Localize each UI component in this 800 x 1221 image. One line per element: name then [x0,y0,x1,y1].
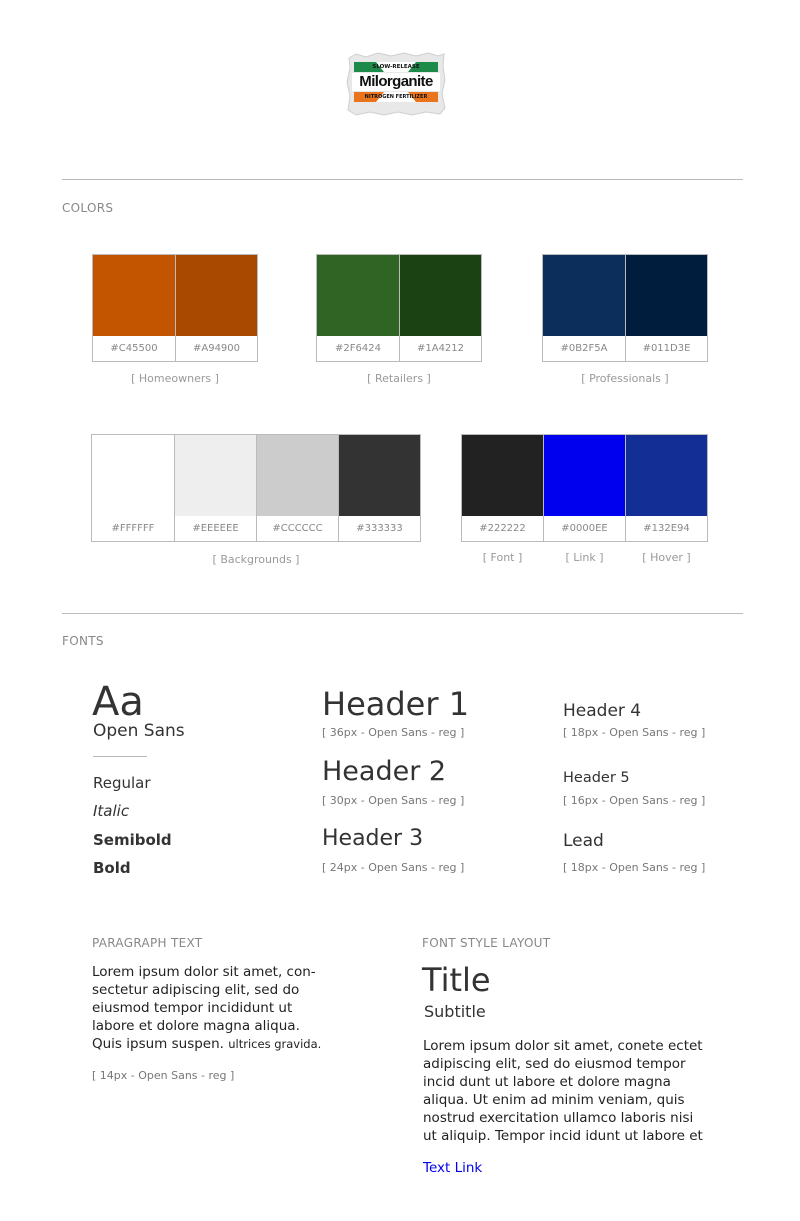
swatch-code: #132E94 [643,523,690,534]
swatch-code: #1A4212 [416,343,465,354]
swatch-homeowners-1 [92,254,176,362]
logo-bottom-text: NITROGEN FERTILIZER [364,94,428,100]
swatch-code: #C45500 [110,343,158,354]
divider [62,179,743,180]
swatch-fill [257,435,338,516]
header-4-sample: Header 4 [563,701,642,721]
swatch-fill [544,435,625,516]
swatch-professionals-1 [542,254,626,362]
weight-semibold: Semibold [93,831,172,849]
header-3-sample: Header 3 [322,826,424,851]
swatch-code: #FFFFFF [111,523,155,534]
swatch-fill [317,255,399,336]
colors-section-label: COLORS [62,201,114,215]
swatch-code: #A94900 [192,343,241,354]
swatch-fill [176,255,257,336]
swatch-hover-color [625,434,708,542]
swatch-link-color [543,434,626,542]
swatch-fill [462,435,543,516]
swatch-professionals-2 [625,254,708,362]
swatch-code: #333333 [356,523,403,534]
header-1-sample: Header 1 [322,685,470,723]
swatch-fill [400,255,481,336]
divider [62,613,743,614]
paragraph-body: Lorem ipsum dolor sit amet, con-sectetur adipiscing elit, sed do eiusmod tempor incididunt ut labore et dolore magna aliqua. Quis ipsum suspen. [92,964,316,1052]
header-2-sample: Header 2 [322,756,447,787]
retailers-caption: [ Retailers ] [367,372,431,385]
layout-subtitle: Subtitle [424,1002,486,1021]
swatch-fill [626,255,707,336]
swatch-background-1 [91,434,175,542]
swatch-background-2 [174,434,257,542]
weight-italic: Italic [93,802,130,820]
backgrounds-caption: [ Backgrounds ] [212,553,300,566]
font-caption: [ Font ] [482,551,523,564]
swatch-background-4 [338,434,421,542]
font-style-layout-heading: FONT STYLE LAYOUT [422,936,551,950]
swatch-fill [339,435,420,516]
lead-spec: [ 18px - Open Sans - reg ] [563,861,706,874]
logo-top-text: SLOW-RELEASE [372,64,420,70]
paragraph-sample [92,963,332,1053]
milorganite-logo [346,52,446,116]
header-5-sample: Header 5 [563,770,630,786]
header-4-spec: [ 18px - Open Sans - reg ] [563,726,706,739]
swatch-fill [93,255,175,336]
typeface-divider [93,756,147,757]
paragraph-small-text: ultrices gravida. [228,1037,322,1051]
swatch-code: #0B2F5A [560,343,608,354]
layout-title: Title [422,961,491,999]
header-1-spec: [ 36px - Open Sans - reg ] [322,726,465,739]
professionals-caption: [ Professionals ] [581,372,669,385]
header-5-spec: [ 16px - Open Sans - reg ] [563,794,706,807]
swatch-code: #222222 [479,523,526,534]
link-caption: [ Link ] [565,551,604,564]
swatch-fill [543,255,625,336]
swatch-fill [175,435,256,516]
swatch-code: #0000EE [561,523,608,534]
hover-caption: [ Hover ] [642,551,691,564]
layout-body: Lorem ipsum dolor sit amet, conete ectet adipiscing elit, sed do eiusmod tempor incid dunt ut labore et dolore magna aliqua. Ut enim ad minim veniam, quis nostrud exercitation ullamco laboris nisi ut aliquip. Tempor incid idunt ut labore et [423,1038,703,1144]
weight-bold: Bold [93,859,131,877]
fonts-section-label: FONTS [62,634,104,648]
swatch-code: #2F6424 [335,343,381,354]
weight-regular: Regular [93,774,151,792]
lead-sample: Lead [563,831,604,851]
swatch-font-color [461,434,544,542]
logo-brand: Milorganite [359,73,433,90]
paragraph-text-heading: PARAGRAPH TEXT [92,936,203,950]
swatch-background-3 [256,434,339,542]
swatch-fill [626,435,707,516]
paragraph-spec: [ 14px - Open Sans - reg ] [92,1069,235,1082]
swatch-code: #EEEEEE [192,523,239,534]
swatch-retailers-1 [316,254,400,362]
swatch-code: #CCCCCC [272,523,323,534]
text-link[interactable]: Text Link [423,1160,483,1176]
swatch-fill [92,435,174,516]
typeface-sample: Aa [92,679,144,725]
swatch-code: #011D3E [642,343,691,354]
homeowners-caption: [ Homeowners ] [131,372,219,385]
header-3-spec: [ 24px - Open Sans - reg ] [322,861,465,874]
swatch-homeowners-2 [175,254,258,362]
header-2-spec: [ 30px - Open Sans - reg ] [322,794,465,807]
typeface-name: Open Sans [93,721,185,741]
swatch-retailers-2 [399,254,482,362]
